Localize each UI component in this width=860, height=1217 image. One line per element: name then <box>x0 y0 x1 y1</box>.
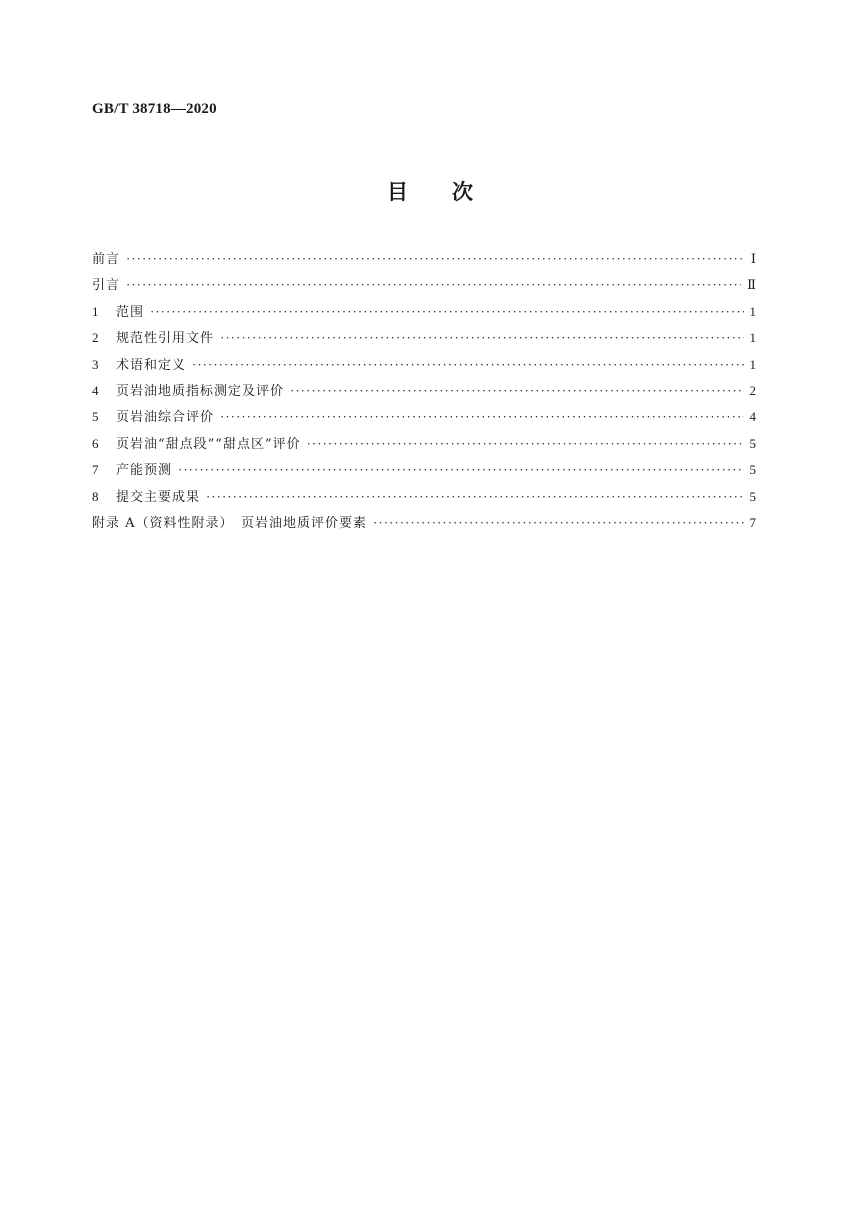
toc-entry-normative-references[interactable] <box>92 325 756 351</box>
toc-entry-geological-indicators[interactable] <box>92 378 756 404</box>
toc-entry-number: 4 <box>92 382 99 398</box>
toc-entry-label: 引言 <box>92 278 121 294</box>
toc-entry-label: 规范性引用文件 <box>116 331 215 347</box>
toc-entry-label: 页岩油“甜点段”“甜点区”评价 <box>116 436 301 452</box>
toc-entry-productivity-prediction[interactable] <box>92 457 756 483</box>
toc-entry-page: 5 <box>749 462 756 478</box>
toc-dot-leader <box>178 457 743 483</box>
toc-entry-comprehensive-evaluation[interactable] <box>92 404 756 430</box>
toc-entry-number: 6 <box>92 435 99 451</box>
toc-dot-leader <box>192 352 743 378</box>
toc-entry-scope[interactable] <box>92 299 756 325</box>
toc-entry-page: 7 <box>749 514 756 530</box>
toc-entry-sweet-spot-evaluation[interactable] <box>92 431 756 457</box>
toc-entry-page: 1 <box>749 356 756 372</box>
toc-entry-label: 附录 A（资料性附录） 页岩油地质评价要素 <box>92 515 368 531</box>
toc-entry-page: 5 <box>749 435 756 451</box>
toc-dot-leader <box>206 484 743 510</box>
toc-dot-leader <box>126 272 741 298</box>
toc-entry-number: 2 <box>92 330 99 346</box>
toc-dot-leader <box>220 325 743 351</box>
toc-entry-label: 产能预测 <box>116 463 173 479</box>
toc-entry-label: 范围 <box>116 304 145 320</box>
toc-entry-page: 4 <box>749 409 756 425</box>
toc-entry-page: Ⅰ <box>750 251 756 266</box>
toc-entry-label: 页岩油综合评价 <box>116 410 215 426</box>
toc-entry-page: 5 <box>749 488 756 504</box>
toc-entry-label: 提交主要成果 <box>116 489 201 505</box>
toc-entry-page: 2 <box>749 382 756 398</box>
toc-entry-number: 3 <box>92 356 99 372</box>
toc-entry-page: 1 <box>749 330 756 346</box>
toc-dot-leader <box>307 431 744 457</box>
toc-entry-label: 页岩油地质指标测定及评价 <box>116 383 285 399</box>
toc-dot-leader <box>290 378 743 404</box>
toc-dot-leader <box>150 299 743 325</box>
standard-code: GB/T 38718—2020 <box>92 101 217 117</box>
toc-entry-submitted-results[interactable] <box>92 484 756 510</box>
toc-entry-label: 前言 <box>92 252 121 267</box>
toc-dot-leader <box>220 404 743 430</box>
toc-title: 目次 <box>387 180 517 204</box>
toc-entry-appendix-a[interactable] <box>92 510 756 536</box>
table-of-contents <box>92 246 756 536</box>
toc-entry-page: 1 <box>749 303 756 319</box>
toc-entry-page: Ⅱ <box>747 277 756 293</box>
toc-entry-introduction[interactable] <box>92 272 756 298</box>
toc-entry-foreword[interactable] <box>92 246 756 272</box>
toc-dot-leader <box>126 246 745 272</box>
toc-entry-label: 术语和定义 <box>116 357 187 373</box>
toc-entry-number: 7 <box>92 462 99 478</box>
toc-entry-terms-definitions[interactable] <box>92 352 756 378</box>
toc-entry-number: 8 <box>92 488 99 504</box>
toc-dot-leader <box>373 510 743 536</box>
toc-entry-number: 1 <box>92 303 99 319</box>
toc-entry-number: 5 <box>92 409 99 425</box>
